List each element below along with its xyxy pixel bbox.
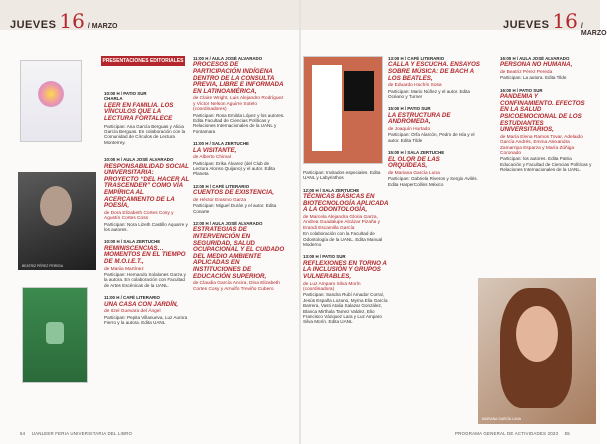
header-date: 16 bbox=[59, 9, 85, 33]
event-time: 12:00 H / SALA ZERTUCHE bbox=[303, 187, 360, 193]
event-author: de Claudia García Ancira, Dina Elizabeth Cortes Cosy y Arnulfo Treviño Cubero bbox=[193, 281, 280, 292]
column-2 bbox=[193, 56, 285, 299]
header-right bbox=[503, 9, 607, 37]
page-number: 55 bbox=[564, 431, 570, 436]
event-title: PANDEMIA Y CONFINAMIENTO. EFECTOS EN LA SALUD PSICOEMOCIONAL DE LOS ESTUDIANTES UNIVERSITARIOS, bbox=[500, 93, 585, 134]
page-number: 54 bbox=[20, 431, 26, 436]
event-time: 11:00 H / CAFÉ LITERARIO bbox=[104, 295, 160, 301]
event-author: de María Elena Ramos Tovar, Adelaido García Andrés, Emma Alexandra Zamarripa Esparza y María Zúñiga Coronado bbox=[500, 134, 583, 156]
event-item bbox=[500, 56, 592, 81]
event-title: ESTRATEGIAS DE INTERVENCIÓN EN SEGURIDAD, SALUD OCUPACIONAL Y EL CUIDADO DEL MEDIO AMBIENTE APLICADAS EN INSTITUCIONES DE EDUCACIÓN SUPERIOR, bbox=[193, 226, 285, 280]
event-title: PROCESOS DE PARTICIPACIÓN INDÍGENA DENTRO DE LA CONSULTA PREVIA, LIBRE E INFORMADA EN LATINOAMÉRICA, bbox=[193, 61, 284, 95]
event-item bbox=[104, 91, 190, 145]
header-month: / MARZO bbox=[87, 23, 118, 30]
house-graphic-icon bbox=[46, 322, 64, 344]
event-title: UNA CASA CON JARDÍN, bbox=[104, 300, 179, 308]
event-details: Participan: Erika Álvarez (del Club de Lectura Alonso Quijano) y el autor. Edita Planeta bbox=[193, 160, 275, 177]
event-author: de Claire Wright, Luis Alejandro Rodríguez y Víctor Nelson Aguirre Sotelo (coordinadores) bbox=[193, 96, 284, 113]
event-title: LEER EN FAMILIA. LOS VÍNCULOS QUE LA LECTURA FORTALECE bbox=[104, 101, 174, 122]
event-item bbox=[500, 88, 592, 173]
book-black-cover bbox=[344, 71, 374, 111]
event-time: 15:00 H / SALA ZERTUCHE bbox=[388, 150, 445, 156]
event-item bbox=[388, 106, 480, 143]
page-fold bbox=[299, 0, 301, 444]
photo-caption: BEATRIZ PÉREZ PEREDA bbox=[22, 264, 64, 268]
event-title: LA VISITANTE, bbox=[193, 146, 237, 154]
footer-label: PROGRAMA GENERAL DE ACTIVIDADES 2023 bbox=[455, 431, 559, 436]
event-time: 12:00 H / AULA JOSÉ ALVARADO bbox=[193, 221, 263, 227]
event-author: de Eduardo Huchín Sosa bbox=[388, 83, 442, 89]
event-title: REFLEXIONES EN TORNO A LA INCLUSIÓN Y GRUPOS VULNERABLES, bbox=[303, 259, 387, 281]
event-time: 11:00 H / AULA JOSÉ ALVARADO bbox=[193, 56, 263, 61]
face-shape bbox=[516, 306, 558, 362]
event-item bbox=[193, 184, 285, 214]
event-author: de Mariia Martínez bbox=[104, 266, 144, 272]
header-day: JUEVES bbox=[10, 19, 57, 31]
flower-graphic-icon bbox=[38, 81, 64, 107]
event-time: 11:00 H / SALA ZERTUCHE bbox=[193, 141, 249, 147]
event-details: Participan: Miguel Durán y el autor. Edita Conarte bbox=[193, 203, 277, 214]
footer-label: UANLEER FERIA UNIVERSITARIA DEL LIBRO bbox=[31, 431, 133, 436]
author-photo-mariana bbox=[478, 278, 596, 424]
photo-caption: MARIANA GARCÍA LUNA bbox=[482, 417, 522, 421]
event-details: Participan: los autores. Edita Patria Educación y Facultad de Ciencias Políticas y Relaciones Internacionales de la UANL. bbox=[500, 156, 592, 173]
event-details: Participan: Sandra Rubí Amador Corral, Jesús España Lozano, Myrna Elia García Barrera, Vasti Atalia Salazar González, Blanca Mirthala Tamez Valdez, Elio Francisco Vázquez Lara y Luz Amparo Silva Morín. Edita UANL bbox=[303, 292, 388, 325]
event-author: de Héctor Erasmo Garza bbox=[193, 197, 247, 203]
footer-left bbox=[20, 431, 132, 436]
event-details: Participan: Gabriela Riveros y Sergio Avilés. Edita HarperCollins México bbox=[388, 176, 478, 187]
event-time: 16:00 H / AULA JOSÉ ALVARADO bbox=[500, 56, 570, 61]
event-time: 12:00 H / CAFÉ LITERARIO bbox=[193, 183, 250, 189]
column-4 bbox=[388, 56, 480, 194]
event-time: 13:00 H / PATIO SUR bbox=[303, 254, 346, 260]
event-author: de Itzel Guevara del Ángel bbox=[104, 309, 161, 315]
event-title: REMINISCENCIAS… MOMENTOS EN EL TIEMPO DE M.O.I.E.T., bbox=[104, 244, 186, 265]
event-author: de Dora Elizabeth Cortes Cosy y Agustín Cortes Coss bbox=[104, 210, 174, 222]
book-cover-una-casa-con-jardin bbox=[22, 287, 88, 383]
face-shape bbox=[40, 186, 72, 226]
event-title: LA ESTRUCTURA DE ANDRÓMEDA, bbox=[388, 111, 451, 126]
event-title: RESPONSABILIDAD SOCIAL UNIVERSITARIA: PROYECTO “DEL HACER AL TRASCENDER” COMO VÍA EMPÍRICA AL ACERCAMIENTO DE LA POESÍA, bbox=[104, 162, 190, 210]
event-details: Participan: Nora Lizeth Castillo Aquarre y los autores. bbox=[104, 221, 188, 232]
event-item bbox=[193, 141, 285, 177]
event-details: Participan: Invitados especiales. Edita UANL y Labyrinthos bbox=[303, 170, 381, 181]
event-details: Participan: Pepita Villanueva, Luz Aurora Fierro y la autora. Edita UANL bbox=[104, 314, 188, 326]
event-item bbox=[193, 221, 285, 292]
event-time: 13:00 H / CAFÉ LITERARIO bbox=[388, 56, 445, 61]
event-author: de Mariana García Luna bbox=[388, 170, 440, 176]
event-time: 10:00 H / SALA ZERTUCHE bbox=[104, 239, 161, 245]
event-item bbox=[303, 254, 391, 324]
section-badge: PRESENTACIONES EDITORIALES bbox=[102, 58, 184, 64]
event-author: de Joaquín Hurtado bbox=[388, 127, 431, 132]
event-details: Participan: Orfa Alarcón, Pedro de Isla y el autor. Edita Tilde bbox=[388, 132, 475, 143]
event-item bbox=[388, 150, 480, 187]
event-title: CUENTOS DE EXISTENCIA, bbox=[193, 189, 275, 197]
footer-right bbox=[455, 431, 570, 436]
event-item bbox=[104, 239, 190, 288]
header-day: JUEVES bbox=[503, 19, 550, 31]
event-details: Participan: Hernando Solalones Garza y la autora. En colaboración con Facultad de Artes Escénicas de la UANL. bbox=[104, 272, 186, 288]
book-cover-leer-en-familia bbox=[20, 60, 82, 142]
event-details: Participan: Rosa Emilda López y los autores. Edita Facultad de Ciencias Políticas y Relaciones Internacionales de la UANL y Fontamara bbox=[193, 112, 285, 134]
column-3 bbox=[303, 170, 391, 332]
event-author: de Beatriz Pérez Pereda bbox=[500, 70, 553, 75]
event-author: de Marcela Alejandra Gloria Garza, Andrea Guadalupe Alcázar Pizaña y Erandi Escamilla García bbox=[303, 215, 381, 231]
event-item bbox=[104, 157, 190, 232]
event-title: CALLA Y ESCUCHA. ENSAYOS SOBRE MÚSICA: DE BACH A LOS BEATLES, bbox=[388, 61, 480, 82]
event-details: Participan: Mario Núñez y el autor. Edita Océano y Turner bbox=[388, 88, 470, 99]
event-title: TÉCNICAS BÁSICAS EN BIOTECNOLOGÍA APLICADA A LA ODONTOLOGÍA, bbox=[303, 193, 389, 214]
event-item bbox=[193, 56, 285, 134]
event-title: PERSONA NO HUMANA, bbox=[500, 61, 573, 69]
event-item bbox=[388, 56, 480, 99]
event-author: de Alberto Chimal bbox=[193, 155, 231, 161]
event-time: 15:00 H / PATIO SUR bbox=[388, 106, 431, 112]
header-month: / MARZO bbox=[580, 23, 607, 37]
event-details: En colaboración con la Facultad de Odontología de la UANL. Edita Manual Moderno bbox=[303, 231, 383, 248]
book-cover-orange bbox=[303, 56, 383, 164]
header-left bbox=[10, 9, 117, 33]
event-item bbox=[303, 188, 391, 248]
event-author: de Luz Amparo Silva Morín (coordinadora) bbox=[303, 281, 361, 293]
event-time: 10:00 H / AULA JOSÉ ALVARADO bbox=[104, 157, 174, 163]
book-inner-cover bbox=[312, 65, 342, 151]
event-time: 16:00 H / PATIO SUR bbox=[500, 87, 543, 93]
header-date: 16 bbox=[552, 9, 578, 33]
event-time: 10:00 H / PATIO SUR bbox=[104, 91, 147, 96]
column-1 bbox=[104, 91, 190, 332]
event-type: CHARLA bbox=[104, 96, 123, 102]
event-item bbox=[104, 295, 190, 325]
event-details: Participan: Ana García Berguas y Alicia García Berguas. En colaboración con la Comunidad de Círculos de Lectura Monterrey. bbox=[104, 123, 186, 145]
author-photo-beatriz bbox=[18, 172, 96, 270]
event-title: EL OLOR DE LAS ORQUÍDEAS, bbox=[388, 155, 440, 170]
column-5 bbox=[500, 56, 592, 180]
event-details: Participan: La autora. Edita Tilde bbox=[500, 75, 567, 81]
